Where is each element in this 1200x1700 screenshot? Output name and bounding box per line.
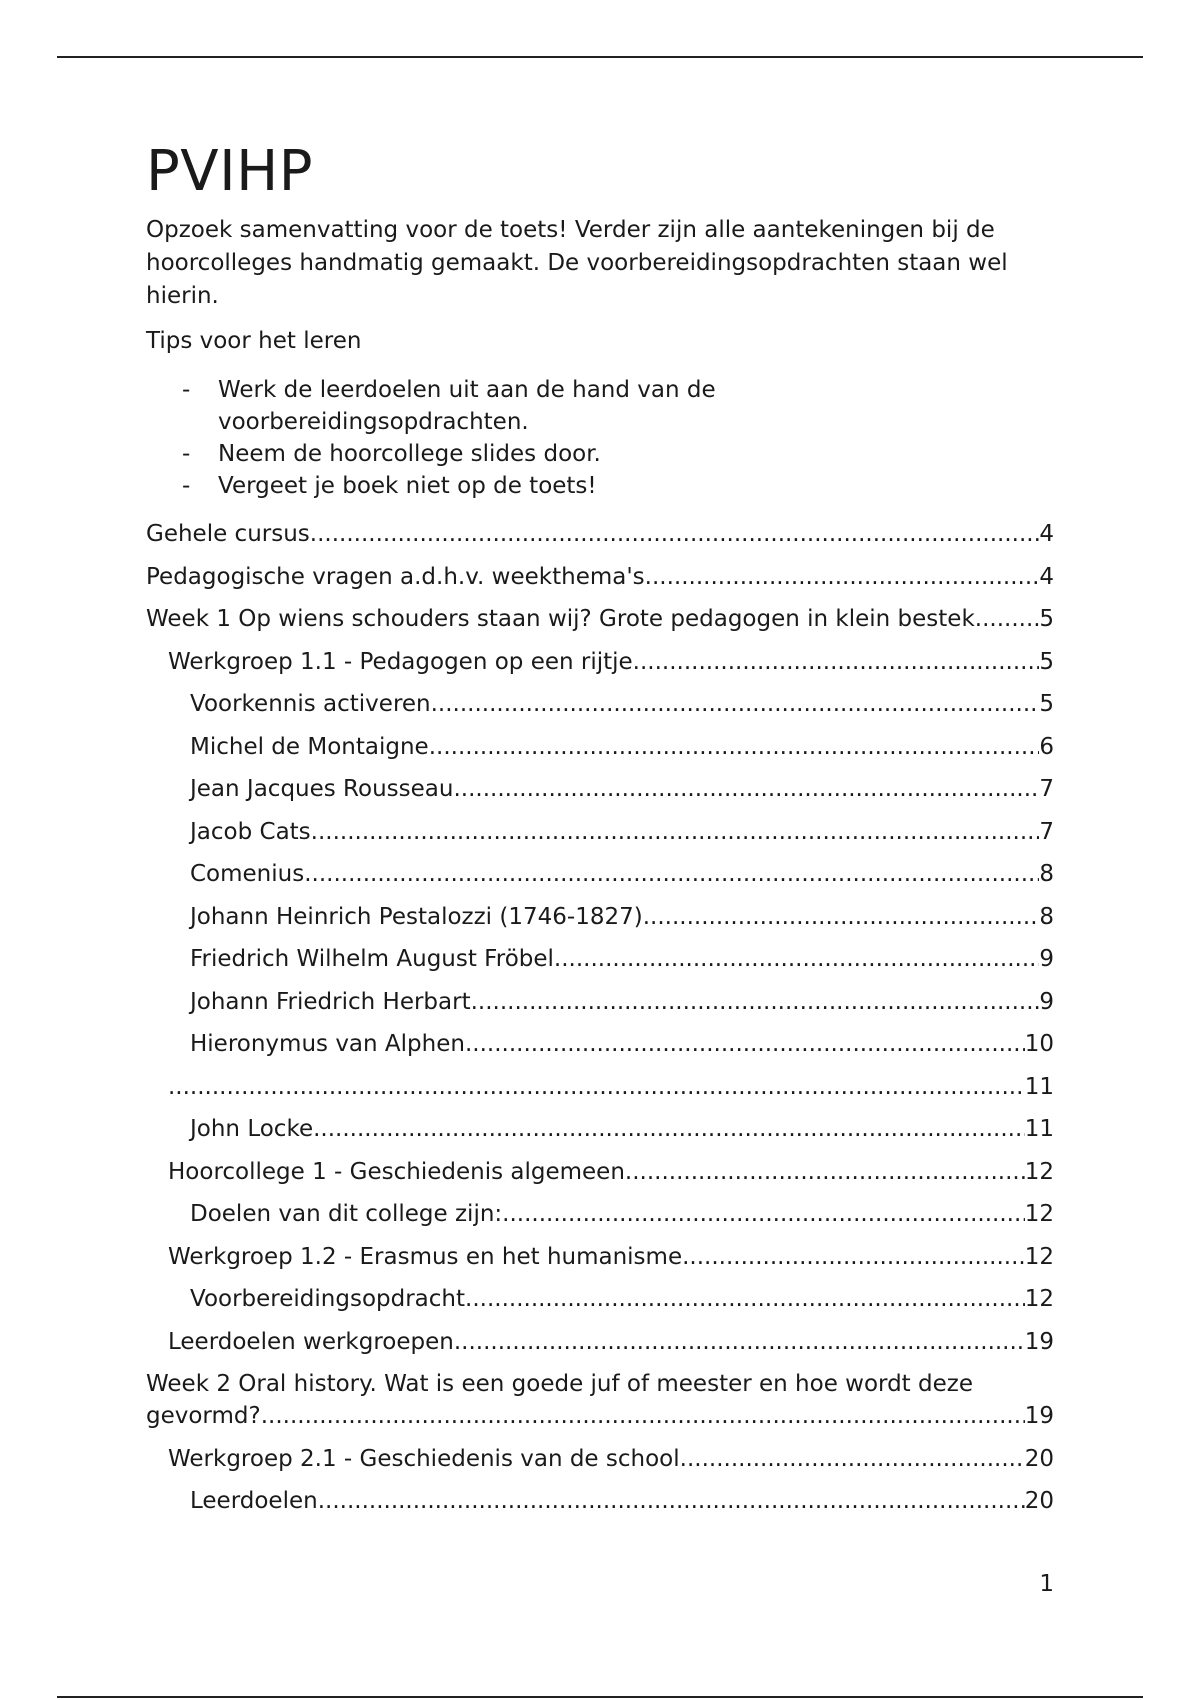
toc-entry-page: 7 [1039, 818, 1054, 845]
toc-leader [633, 646, 1040, 678]
toc-entry-page: 12 [1024, 1286, 1054, 1312]
toc-entry-title: Gehele cursus [146, 521, 310, 547]
toc-entry-page: 5 [1039, 648, 1054, 675]
toc-entry-title: Doelen van dit college zijn: [190, 1201, 503, 1227]
toc-leader [471, 986, 1040, 1018]
toc-leader [625, 1156, 1025, 1188]
page-content [146, 140, 1054, 1528]
toc-entry-title: Hieronymus van Alphen [190, 1031, 465, 1057]
toc-leader [982, 603, 1039, 635]
toc-entry-page: 4 [1039, 563, 1054, 590]
toc-entry-page: 8 [1039, 861, 1054, 887]
toc-leader [318, 1485, 1025, 1517]
toc-leader [310, 518, 1040, 550]
toc-entry[interactable] [146, 646, 1054, 678]
toc-entry[interactable] [146, 1283, 1054, 1315]
toc-entry[interactable] [146, 1156, 1054, 1188]
toc-leader [645, 561, 1040, 593]
toc-entry[interactable] [146, 1326, 1054, 1358]
toc-leader [261, 1400, 1025, 1432]
footer-rule [57, 1696, 1143, 1698]
toc-leader [643, 901, 1040, 933]
toc-leader [465, 1028, 1025, 1060]
toc-entry-page: 19 [1024, 1403, 1054, 1429]
toc-entry-page: 19 [1024, 1328, 1054, 1355]
toc-entry[interactable] [146, 1443, 1054, 1475]
toc-entry[interactable] [146, 518, 1054, 550]
toc-entry[interactable] [146, 731, 1054, 763]
toc-leader [554, 943, 1039, 975]
toc-entry[interactable] [146, 1485, 1054, 1517]
toc-entry[interactable] [146, 688, 1054, 720]
toc-entry-title: Leerdoelen werkgroepen [168, 1328, 454, 1355]
toc-entry-title: Pedagogische vragen a.d.h.v. weekthema's [146, 563, 645, 590]
toc-leader [168, 1071, 1025, 1103]
list-dash: - [182, 473, 191, 499]
toc-entry-title: Leerdoelen [190, 1488, 318, 1514]
tip-item [146, 374, 838, 438]
toc-entry-title: Jean Jacques Rousseau [190, 776, 454, 802]
intro-paragraph: Opzoek samenvatting voor de toets! Verder zijn alle aantekeningen bij de hoorcolleges handmatig gemaakt. De voorbereidingsopdrachten staan wel hierin. [146, 217, 1008, 309]
toc-entry[interactable] [146, 773, 1054, 805]
toc-entry-title: Werkgroep 1.2 - Erasmus en het humanisme [168, 1243, 683, 1270]
toc-entry-page: 12 [1024, 1243, 1054, 1270]
toc-entry-title: Friedrich Wilhelm August Fröbel [190, 946, 554, 972]
toc-entry-title: Werkgroep 1.1 - Pedagogen op een rijtje [168, 648, 633, 675]
toc-entry-page: 12 [1024, 1201, 1054, 1227]
toc-entry-page: 9 [1039, 946, 1054, 972]
toc-entry[interactable] [146, 1368, 1054, 1432]
toc-entry[interactable] [146, 1113, 1054, 1145]
toc-leader [454, 1326, 1025, 1358]
toc-entry-title: Voorkennis activeren [190, 691, 431, 717]
table-of-contents [146, 518, 1054, 1517]
tip-text: Neem de hoorcollege slides door. [218, 441, 601, 467]
toc-entry[interactable] [146, 986, 1054, 1018]
toc-entry-page: 6 [1039, 733, 1054, 760]
toc-entry-title: Werkgroep 2.1 - Geschiedenis van de school [168, 1445, 680, 1472]
toc-entry-page: 4 [1039, 521, 1054, 547]
toc-leader [311, 816, 1040, 848]
toc-entry-page: 5 [1039, 606, 1054, 632]
toc-entry-line2 [146, 1400, 1054, 1432]
toc-entry[interactable] [146, 858, 1054, 890]
toc-leader [680, 1443, 1025, 1475]
toc-entry-title: Jacob Cats [190, 818, 311, 845]
page-number: 1 [1039, 1571, 1054, 1597]
tip-text: Vergeet je boek niet op de toets! [218, 473, 597, 499]
toc-leader [453, 773, 1039, 805]
list-dash: - [182, 441, 191, 467]
toc-entry-page: 11 [1024, 1073, 1054, 1100]
toc-entry[interactable] [146, 1028, 1054, 1060]
toc-leader [313, 1113, 1025, 1145]
toc-entry-page: 10 [1024, 1031, 1054, 1057]
toc-leader [682, 1241, 1025, 1273]
toc-leader [429, 731, 1040, 763]
toc-entry[interactable] [146, 1071, 1054, 1103]
toc-leader [465, 1283, 1025, 1315]
toc-entry-title-line1: Week 2 Oral history. Wat is een goede juf of meester en hoe wordt deze [146, 1371, 973, 1397]
toc-entry-title-line2: gevormd? [146, 1403, 261, 1429]
toc-entry-page: 8 [1039, 903, 1054, 930]
toc-entry-page: 20 [1024, 1445, 1054, 1472]
toc-entry-title: Johann Heinrich Pestalozzi (1746-1827) [190, 903, 643, 930]
toc-entry-title: John Locke [190, 1116, 314, 1142]
tips-heading: Tips voor het leren [146, 328, 362, 354]
toc-entry-title: Johann Friedrich Herbart [190, 988, 471, 1015]
toc-entry-title: Michel de Montaigne [190, 733, 429, 760]
toc-leader [502, 1198, 1025, 1230]
toc-entry-page: 5 [1039, 691, 1054, 717]
toc-entry-title: Comenius [190, 861, 305, 887]
tip-item [146, 470, 838, 502]
toc-entry[interactable] [146, 561, 1054, 593]
toc-entry-title: Voorbereidingsopdracht [190, 1286, 466, 1312]
toc-entry-page: 20 [1024, 1488, 1054, 1514]
toc-entry-page: 12 [1024, 1158, 1054, 1185]
toc-entry-page: 11 [1024, 1116, 1054, 1142]
toc-entry[interactable] [146, 1198, 1054, 1230]
toc-entry-title: Week 1 Op wiens schouders staan wij? Grote pedagogen in klein bestek. [146, 606, 983, 632]
toc-leader [304, 858, 1039, 890]
toc-entry[interactable] [146, 1241, 1054, 1273]
toc-entry-page: 7 [1039, 776, 1054, 802]
toc-entry[interactable] [146, 603, 1054, 635]
toc-entry-title: Hoorcollege 1 - Geschiedenis algemeen [168, 1158, 625, 1185]
header-rule [57, 56, 1143, 58]
toc-entry-page: 9 [1039, 988, 1054, 1015]
toc-entry[interactable] [146, 816, 1054, 848]
document-title: PVIHP [146, 139, 313, 204]
list-dash: - [182, 377, 191, 403]
tips-list [146, 374, 1054, 502]
toc-entry[interactable] [146, 901, 1054, 933]
toc-entry[interactable] [146, 943, 1054, 975]
tip-text: Werk de leerdoelen uit aan de hand van de voorbereidingsopdrachten. [218, 377, 716, 435]
tip-item [146, 438, 838, 470]
toc-leader [431, 688, 1040, 720]
